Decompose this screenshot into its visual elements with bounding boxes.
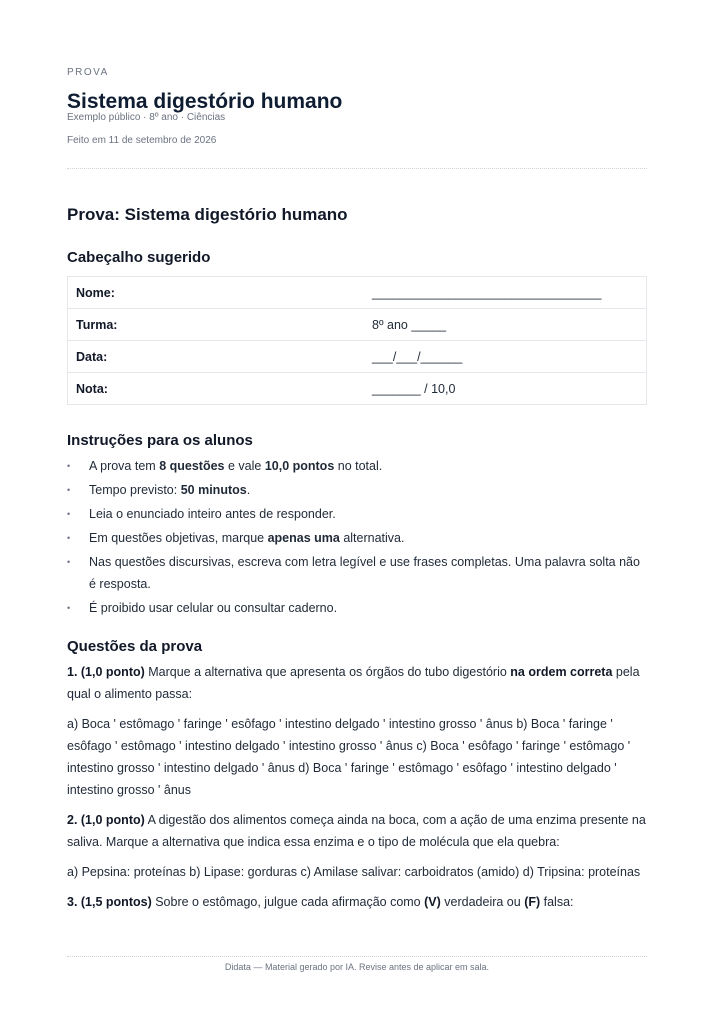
document-kicker: PROVA xyxy=(67,67,109,78)
bullet-icon: • xyxy=(67,557,71,567)
table-row xyxy=(68,309,647,341)
row-value: ___/___/______ xyxy=(364,341,647,373)
header-section-heading: Cabeçalho sugerido xyxy=(67,249,211,266)
list-item: • Nas questões discursivas, escreva com letra legível e use frases completas. Uma palavra solta não é resposta. xyxy=(67,551,647,595)
list-item: • Em questões objetivas, marque apenas uma alternativa. xyxy=(67,527,647,549)
row-label: Turma: xyxy=(68,309,365,341)
bullet-icon: • xyxy=(67,461,71,471)
document-title: Sistema digestório humano xyxy=(67,90,343,113)
list-item: • É proibido usar celular ou consultar caderno. xyxy=(67,597,647,619)
list-item: • A prova tem 8 questões e vale 10,0 pontos no total. xyxy=(67,455,647,477)
row-label: Data: xyxy=(68,341,365,373)
question-2: 2. (1,0 ponto) A digestão dos alimentos começa ainda na boca, com a ação de uma enzima presente na saliva. Marque a alternativa que indica essa enzima e o tipo de molécula que ela quebra: xyxy=(67,813,646,849)
question-1: 1. (1,0 ponto) Marque a alternativa que apresenta os órgãos do tubo digestório na ordem correta pela qual o alimento passa: xyxy=(67,665,640,701)
main-content xyxy=(67,204,647,921)
question-1-options: a) Boca ' estômago ' faringe ' esôfago ' intestino delgado ' intestino grosso ' ânus b) Boca ' faringe ' esôfago ' estômago ' intestino delgado ' intestino grosso ' ânus c) Boca ' esôfago ' faringe ' estômago ' intestino grosso ' intestino delgado ' ânus d) Boca ' faringe ' estômago ' esôfago ' intestino delgado ' intestino grosso ' ânus xyxy=(67,717,631,797)
document-date: Feito em 11 de setembro de 2026 xyxy=(67,135,217,146)
header-divider xyxy=(67,168,647,169)
table-row xyxy=(68,341,647,373)
table-row xyxy=(68,277,647,309)
row-label: Nome: xyxy=(68,277,365,309)
bullet-icon: • xyxy=(67,485,71,495)
bullet-icon: • xyxy=(67,509,71,519)
question-3: 3. (1,5 pontos) Sobre o estômago, julgue cada afirmação como (V) verdadeira ou (F) falsa: xyxy=(67,895,574,909)
list-item: • Leia o enunciado inteiro antes de responder. xyxy=(67,503,647,525)
instructions-heading: Instruções para os alunos xyxy=(67,432,253,449)
exam-title: Prova: Sistema digestório humano xyxy=(67,205,348,224)
footer-divider xyxy=(67,956,647,957)
row-label: Nota: xyxy=(68,373,365,405)
row-value: 8º ano _____ xyxy=(364,309,647,341)
bullet-icon: • xyxy=(67,603,71,613)
bullet-icon: • xyxy=(67,533,71,543)
document-subtitle: Exemplo público · 8º ano · Ciências xyxy=(67,112,226,123)
list-item: • Tempo previsto: 50 minutos. xyxy=(67,479,647,501)
question-2-options: a) Pepsina: proteínas b) Lipase: gorduras c) Amilase salivar: carboidratos (amido) d) Tripsina: proteínas xyxy=(67,865,641,879)
row-value: _______ / 10,0 xyxy=(364,373,647,405)
instructions-list xyxy=(67,455,647,619)
table-row xyxy=(68,373,647,405)
row-value: _________________________________ xyxy=(364,277,647,309)
questions-heading: Questões da prova xyxy=(67,638,203,655)
student-header-table xyxy=(67,276,647,405)
footer-note: Didata — Material gerado por IA. Revise antes de aplicar em sala. xyxy=(224,962,490,972)
